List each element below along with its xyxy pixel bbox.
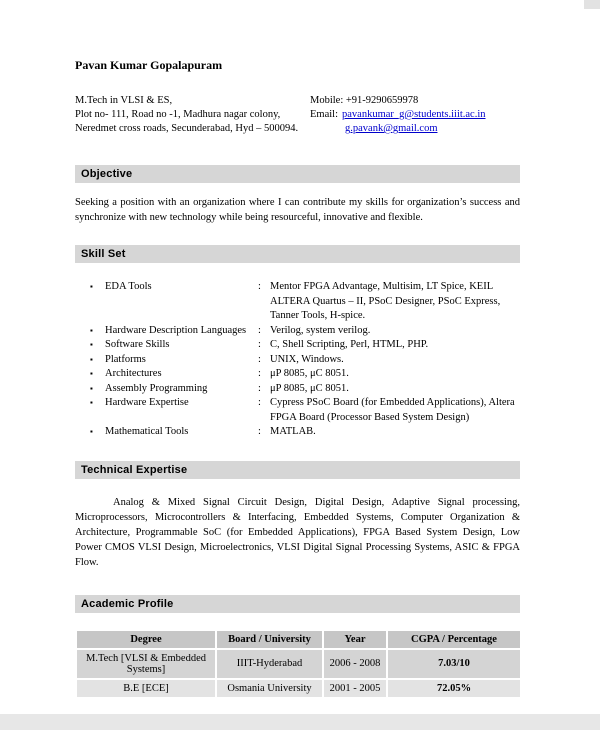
contact-line-city: Neredmet cross roads, Secunderabad, Hyd – 500094. — [75, 123, 299, 134]
table-header-row — [76, 630, 521, 649]
skill-label: Mathematical Tools — [105, 426, 189, 437]
table-row-be — [76, 679, 521, 698]
contact-line-street: Plot no- 111, Road no -1, Madhura nagar colony, — [75, 109, 281, 120]
skill-label: Software Skills — [105, 339, 170, 350]
email-line — [310, 108, 520, 122]
skill-value: UNIX, Windows. — [270, 353, 344, 365]
skill-row-architectures — [75, 367, 520, 382]
skill-row-mathematical-tools — [75, 425, 520, 440]
skill-label: Architectures — [105, 368, 162, 379]
skill-label: Hardware Description Languages — [105, 324, 247, 336]
section-header-skill-set — [75, 245, 520, 263]
skill-label: EDA Tools — [105, 281, 152, 292]
email-link-primary[interactable]: pavankumar_g@students.iiit.ac.in — [342, 109, 486, 120]
skill-row-software-skills — [75, 338, 520, 353]
email-line-secondary — [310, 122, 520, 136]
column-header-year: Year — [323, 630, 387, 649]
cell-year: 2001 - 2005 — [323, 679, 387, 698]
academic-table — [75, 629, 522, 699]
skill-value: μP 8085, μC 8051. — [270, 382, 349, 394]
skill-colon: : — [258, 353, 261, 365]
bullet-icon: ▪ — [90, 325, 93, 335]
skill-value: Mentor FPGA Advantage, Multisim, LT Spice, KEIL ALTERA Quartus – II, PSoC Designer, PSoC Express, Tanner Tools, H-spice. — [270, 281, 501, 321]
section-title-skill-set: Skill Set — [81, 248, 126, 260]
skill-value: Cypress PSoC Board (for Embedded Applications), Altera FPGA Board (Processor Based System Design) — [270, 397, 515, 423]
bullet-icon: ▪ — [90, 427, 93, 436]
section-header-academic-profile — [75, 595, 520, 613]
skill-label: Assembly Programming — [105, 382, 208, 394]
bullet-icon: ▪ — [90, 282, 93, 291]
bullet-icon: ▪ — [90, 340, 93, 349]
skill-row-hardware-expertise — [75, 396, 520, 425]
skill-row-eda-tools — [75, 280, 520, 324]
candidate-name: Pavan Kumar Gopalapuram — [75, 58, 223, 72]
cell-board: Osmania University — [216, 679, 323, 698]
technical-expertise-text: Analog & Mixed Signal Circuit Design, Digital Design, Adaptive Signal processing, Microprocessors, Microcontrollers & Interfacing, Embedded Systems, Computer Organization & Architecture, Programmable SoC (for Embedded Applications), FPGA Based System Design, Low Power CMOS VLSI Design, Microelectronics, VLSI Digital Signal Processing Systems, ASIC & FPGA Flow. — [75, 496, 520, 568]
skill-row-platforms — [75, 353, 520, 368]
bullet-icon: ▪ — [90, 383, 93, 393]
cell-degree: M.Tech [VLSI & Embedded Systems] — [76, 649, 216, 679]
skill-colon: : — [258, 368, 261, 379]
column-header-cgpa: CGPA / Percentage — [387, 630, 521, 649]
skill-colon: : — [258, 397, 261, 408]
table-row-mtech — [76, 649, 521, 679]
skill-row-assembly — [75, 382, 520, 397]
bullet-icon: ▪ — [90, 354, 93, 364]
contact-line-degree: M.Tech in VLSI & ES, — [75, 95, 173, 106]
page-bottom-gutter — [0, 714, 600, 730]
corner-notch-decoration — [584, 0, 600, 9]
skill-value: C, Shell Scripting, Perl, HTML, PHP. — [270, 339, 429, 350]
email-link-secondary[interactable]: g.pavank@gmail.com — [345, 123, 438, 134]
skill-list — [75, 280, 520, 440]
cell-cgpa: 7.03/10 — [387, 649, 521, 679]
skill-value: Verilog, system verilog. — [270, 324, 371, 336]
skill-colon: : — [258, 324, 261, 336]
skill-label: Hardware Expertise — [105, 397, 189, 408]
contact-details — [310, 94, 520, 136]
section-header-technical-expertise — [75, 461, 520, 479]
skill-value: MATLAB. — [270, 426, 316, 437]
skill-colon: : — [258, 426, 261, 437]
mobile-number: Mobile: +91-9290659978 — [310, 95, 419, 106]
section-title-academic-profile: Academic Profile — [81, 597, 174, 610]
column-header-board: Board / University — [216, 630, 323, 649]
section-title-technical-expertise: Technical Expertise — [81, 463, 188, 476]
skill-colon: : — [258, 382, 261, 394]
skill-label: Platforms — [105, 353, 146, 365]
contact-block — [75, 94, 520, 136]
contact-address — [75, 94, 310, 136]
cell-board: IIIT-Hyderabad — [216, 649, 323, 679]
objective-text: Seeking a position with an organization where I can contribute my skills for organization’s success and synchronize with new technology while being resourceful, innovative and flexible. — [75, 197, 520, 223]
cell-year: 2006 - 2008 — [323, 649, 387, 679]
skill-value: μP 8085, μC 8051. — [270, 368, 349, 379]
bullet-icon: ▪ — [90, 369, 93, 378]
cell-cgpa: 72.05% — [387, 679, 521, 698]
section-title-objective: Objective — [81, 168, 133, 180]
cell-degree: B.E [ECE] — [76, 679, 216, 698]
bullet-icon: ▪ — [90, 398, 93, 407]
skill-colon: : — [258, 339, 261, 350]
skill-colon: : — [258, 281, 261, 292]
column-header-degree: Degree — [76, 630, 216, 649]
email-label: Email: — [310, 109, 338, 120]
section-header-objective — [75, 165, 520, 183]
skill-row-hdl — [75, 324, 520, 339]
